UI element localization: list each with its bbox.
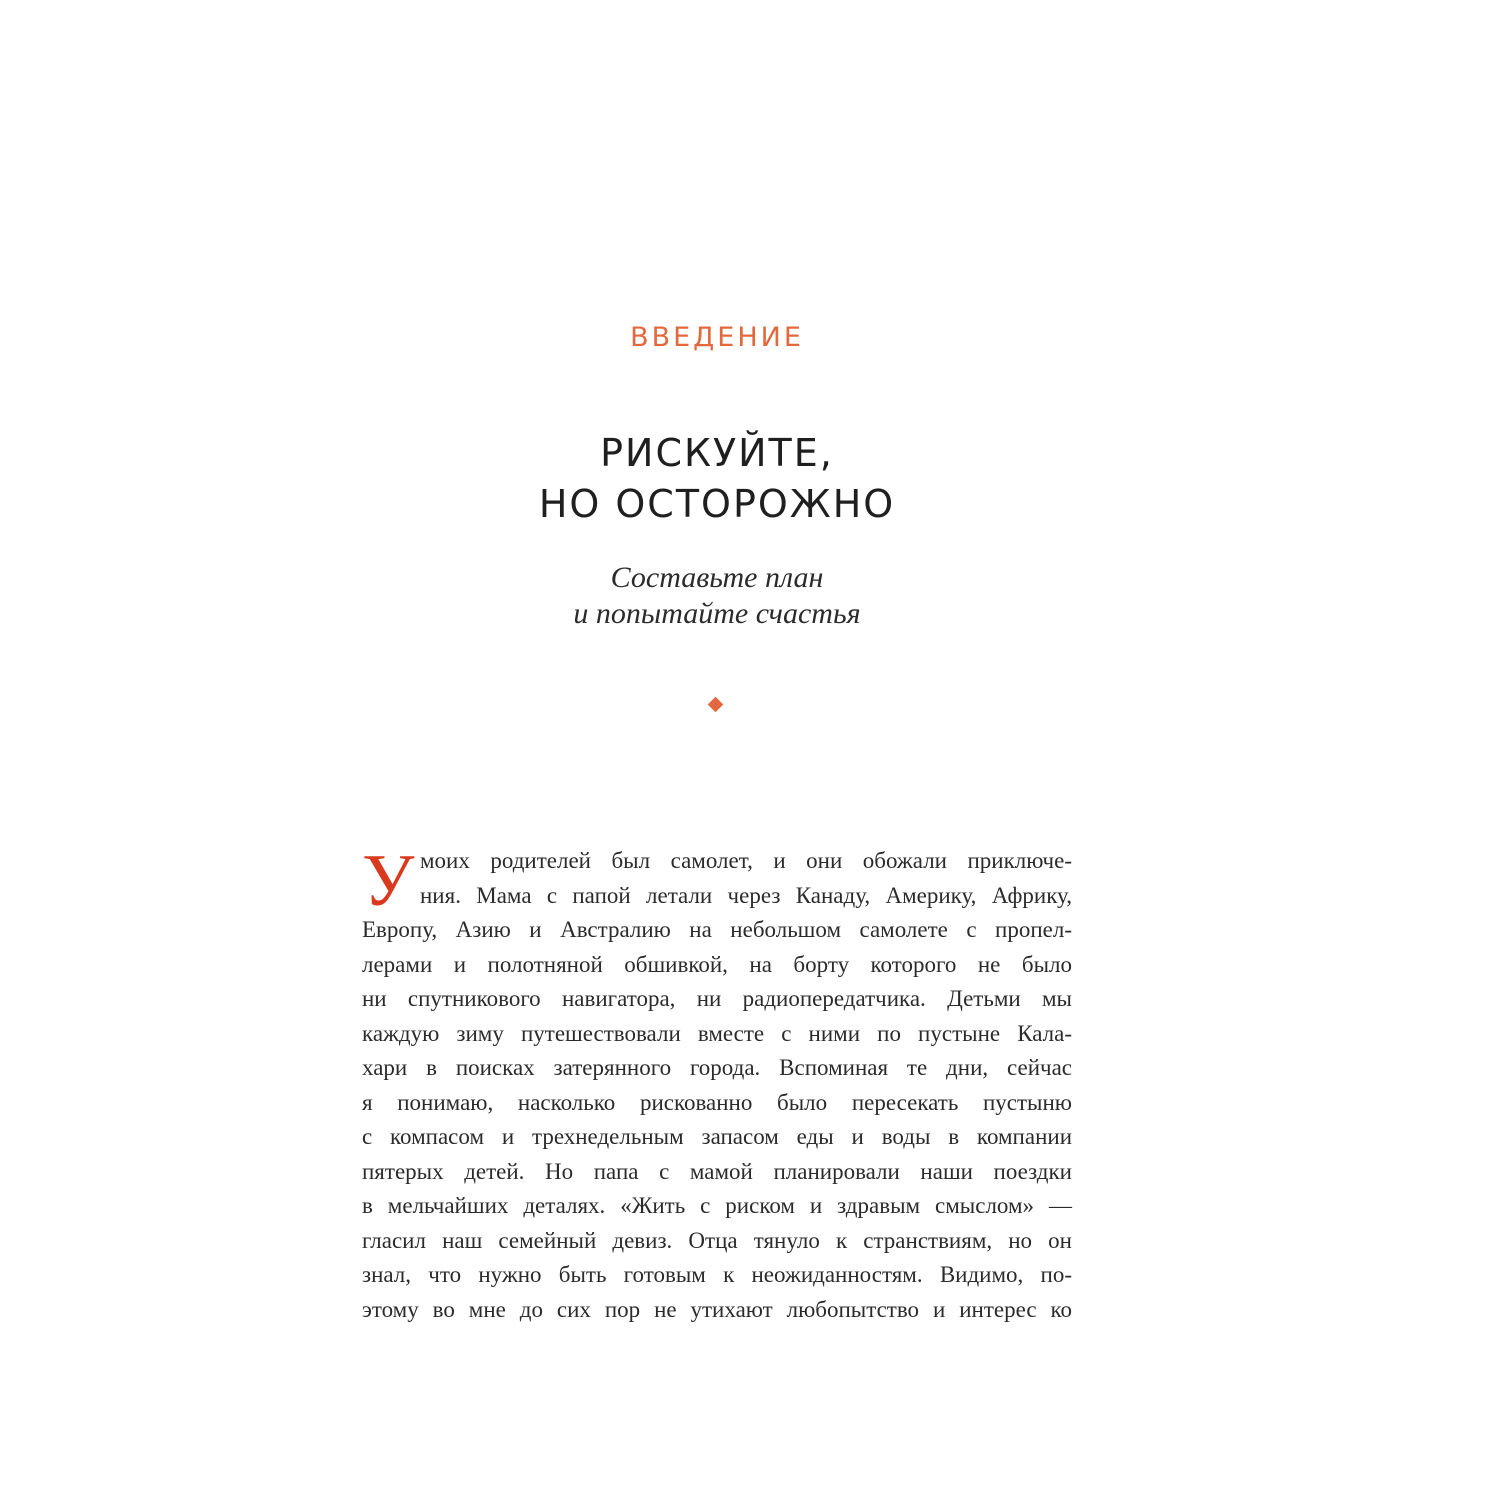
chapter-title-line: РИСКУЙТЕ, (600, 431, 834, 475)
body-text (362, 840, 1072, 1327)
body-line: пятерых детей. Но папа с мамой планировали наши поездки (362, 1158, 1072, 1184)
body-line: ния. Мама с папой летали через Канаду, Америку, Африку, (420, 882, 1072, 908)
chapter-subtitle-line: Составьте план (610, 561, 824, 594)
chapter-label: ВВЕДЕНИЕ (630, 322, 804, 353)
body-line: хари в поисках затерянного города. Вспоминая те дни, сейчас (362, 1055, 1072, 1080)
body-line: знал, что нужно быть готовым к неожиданностям. Видимо, по- (362, 1262, 1072, 1287)
body-line: ни спутникового навигатора, ни радиопередатчика. Детьми мы (362, 986, 1072, 1011)
chapter-title (0, 428, 1434, 530)
body-line: моих родителей был самолет, и они обожали приключе- (420, 848, 1072, 873)
body-line: лерами и полотняной обшивкой, на борту которого не было (362, 951, 1072, 977)
drop-cap: У (362, 840, 415, 922)
body-line: в мельчайших деталях. «Жить с риском и здравым смыслом» — (362, 1193, 1072, 1218)
body-line: этому во мне до сих пор не утихают любопытство и интерес ко (362, 1296, 1072, 1322)
body-line: с компасом и трехнедельным запасом еды и воды в компании (362, 1124, 1072, 1149)
body-line: я понимаю, насколько рискованно было пересекать пустыню (362, 1089, 1072, 1115)
chapter-subtitle (0, 560, 1434, 632)
body-line: Европу, Азию и Австралию на небольшом самолете с пропел- (362, 917, 1072, 942)
chapter-subtitle-line: и попытайте счастья (573, 597, 861, 630)
body-line: каждую зиму путешествовали вместе с ними по пустыне Кала- (362, 1020, 1072, 1046)
body-line: гласил наш семейный девиз. Отца тянуло к странствиям, но он (362, 1227, 1072, 1253)
diamond-ornament-icon (708, 697, 724, 713)
chapter-title-line: НО ОСТОРОЖНО (538, 482, 896, 526)
